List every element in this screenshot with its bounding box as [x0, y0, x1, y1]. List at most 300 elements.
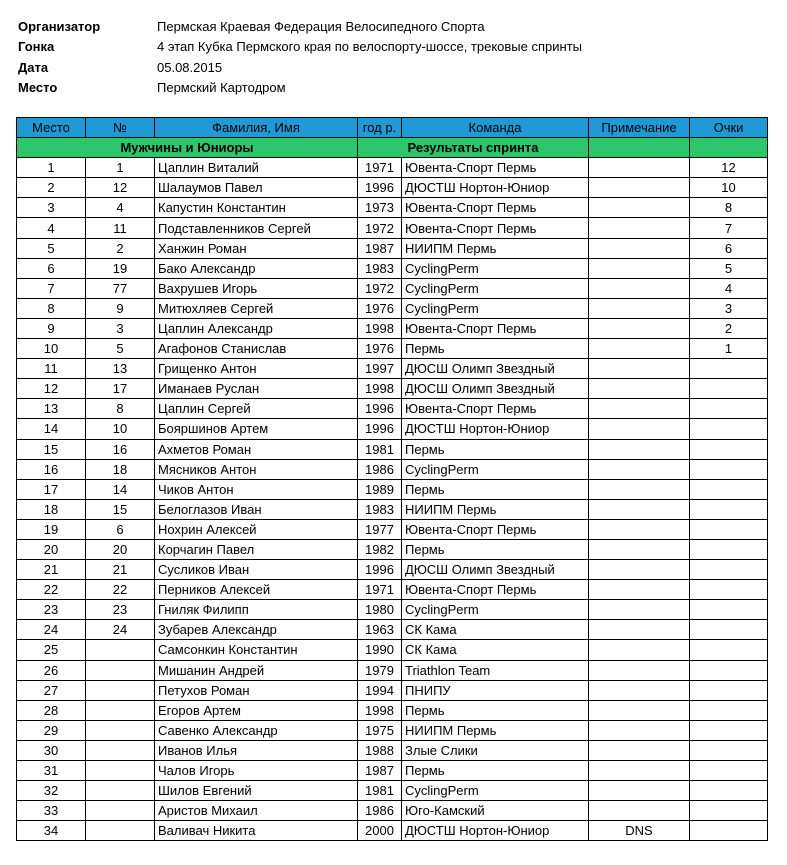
place-cell: 18: [17, 499, 86, 519]
birth-year-cell: 1972: [358, 218, 402, 238]
name-cell: Бояршинов Артем: [155, 419, 358, 439]
note-cell: [589, 700, 690, 720]
place-cell: 29: [17, 720, 86, 740]
note-cell: [589, 459, 690, 479]
note-cell: [589, 419, 690, 439]
race-row: [18, 37, 582, 58]
birth-year-cell: 1983: [358, 258, 402, 278]
note-cell: [589, 218, 690, 238]
name-cell: Иманаев Руслан: [155, 379, 358, 399]
note-cell: [589, 399, 690, 419]
birth-year-cell: 1983: [358, 499, 402, 519]
table-row: [17, 439, 768, 459]
place-cell: 22: [17, 580, 86, 600]
note-cell: [589, 580, 690, 600]
points-cell: [690, 519, 768, 539]
name-cell: Ахметов Роман: [155, 439, 358, 459]
place-cell: 23: [17, 600, 86, 620]
number-cell: 2: [86, 238, 155, 258]
section-results-title: Результаты спринта: [358, 138, 589, 158]
place-cell: 8: [17, 298, 86, 318]
note-cell: [589, 479, 690, 499]
birth-year-cell: 1994: [358, 680, 402, 700]
points-cell: [690, 459, 768, 479]
table-row: [17, 479, 768, 499]
organizer-value: Пермская Краевая Федерация Велосипедного Спорта: [157, 18, 485, 34]
team-cell: CyclingPerm: [402, 459, 589, 479]
name-cell: Аристов Михаил: [155, 801, 358, 821]
table-row: [17, 258, 768, 278]
points-cell: [690, 761, 768, 781]
note-cell: [589, 339, 690, 359]
note-cell: [589, 198, 690, 218]
place-cell: 19: [17, 519, 86, 539]
race-label: Гонка: [18, 39, 55, 55]
number-cell: [86, 821, 155, 841]
name-cell: Подставленников Сергей: [155, 218, 358, 238]
section-empty-cell: [589, 138, 690, 158]
birth-year-cell: 1976: [358, 298, 402, 318]
number-cell: 77: [86, 278, 155, 298]
team-cell: Ювента-Спорт Пермь: [402, 218, 589, 238]
note-cell: [589, 158, 690, 178]
birth-year-cell: 1998: [358, 318, 402, 338]
table-row: [17, 399, 768, 419]
place-cell: 34: [17, 821, 86, 841]
place-cell: 24: [17, 620, 86, 640]
team-cell: Ювента-Спорт Пермь: [402, 519, 589, 539]
number-cell: 1: [86, 158, 155, 178]
team-cell: Пермь: [402, 439, 589, 459]
number-cell: 3: [86, 318, 155, 338]
place-cell: 21: [17, 560, 86, 580]
number-cell: [86, 720, 155, 740]
col-header-number: №: [86, 118, 155, 138]
points-cell: [690, 781, 768, 801]
note-cell: [589, 801, 690, 821]
team-cell: CyclingPerm: [402, 781, 589, 801]
section-row: [17, 138, 768, 158]
number-cell: 23: [86, 600, 155, 620]
points-cell: [690, 539, 768, 559]
points-cell: [690, 499, 768, 519]
note-cell: DNS: [589, 821, 690, 841]
number-cell: 20: [86, 539, 155, 559]
birth-year-cell: 1988: [358, 740, 402, 760]
header-row: [17, 118, 768, 138]
name-cell: Савенко Александр: [155, 720, 358, 740]
place-cell: 5: [17, 238, 86, 258]
birth-year-cell: 1987: [358, 238, 402, 258]
number-cell: 13: [86, 359, 155, 379]
col-header-points: Очки: [690, 118, 768, 138]
points-cell: [690, 479, 768, 499]
name-cell: Зубарев Александр: [155, 620, 358, 640]
birth-year-cell: 1971: [358, 580, 402, 600]
place-cell: 1: [17, 158, 86, 178]
points-cell: [690, 620, 768, 640]
note-cell: [589, 178, 690, 198]
team-cell: Пермь: [402, 539, 589, 559]
birth-year-cell: 1996: [358, 399, 402, 419]
place-cell: 25: [17, 640, 86, 660]
points-cell: [690, 580, 768, 600]
name-cell: Мишанин Андрей: [155, 660, 358, 680]
note-cell: [589, 680, 690, 700]
place-cell: 28: [17, 700, 86, 720]
birth-year-cell: 1987: [358, 761, 402, 781]
name-cell: Иванов Илья: [155, 740, 358, 760]
birth-year-cell: 1990: [358, 640, 402, 660]
number-cell: [86, 660, 155, 680]
note-cell: [589, 660, 690, 680]
points-cell: 4: [690, 278, 768, 298]
birth-year-cell: 1977: [358, 519, 402, 539]
number-cell: 4: [86, 198, 155, 218]
team-cell: ДЮСТШ Нортон-Юниор: [402, 419, 589, 439]
name-cell: Самсонкин Константин: [155, 640, 358, 660]
table-row: [17, 198, 768, 218]
points-cell: [690, 700, 768, 720]
points-cell: [690, 560, 768, 580]
name-cell: Ханжин Роман: [155, 238, 358, 258]
date-label: Дата: [18, 59, 49, 75]
points-cell: 3: [690, 298, 768, 318]
place-cell: 26: [17, 660, 86, 680]
race-value: 4 этап Кубка Пермского края по велоспорту-шоссе, трековые спринты: [157, 39, 582, 55]
number-cell: 6: [86, 519, 155, 539]
birth-year-cell: 1981: [358, 781, 402, 801]
name-cell: Шилов Евгений: [155, 781, 358, 801]
points-cell: [690, 801, 768, 821]
team-cell: CyclingPerm: [402, 600, 589, 620]
points-cell: [690, 640, 768, 660]
points-cell: [690, 439, 768, 459]
number-cell: [86, 700, 155, 720]
section-category: Мужчины и Юниоры: [17, 138, 358, 158]
place-cell: 27: [17, 680, 86, 700]
points-cell: 2: [690, 318, 768, 338]
team-cell: Пермь: [402, 700, 589, 720]
number-cell: 16: [86, 439, 155, 459]
points-cell: 10: [690, 178, 768, 198]
date-value: 05.08.2015: [157, 59, 223, 75]
number-cell: 19: [86, 258, 155, 278]
table-row: [17, 660, 768, 680]
team-cell: Ювента-Спорт Пермь: [402, 318, 589, 338]
note-cell: [589, 439, 690, 459]
table-row: [17, 580, 768, 600]
place-cell: 33: [17, 801, 86, 821]
name-cell: Митюхляев Сергей: [155, 298, 358, 318]
name-cell: Цаплин Александр: [155, 318, 358, 338]
team-cell: Злые Слики: [402, 740, 589, 760]
number-cell: 22: [86, 580, 155, 600]
note-cell: [589, 258, 690, 278]
name-cell: Капустин Константин: [155, 198, 358, 218]
birth-year-cell: 2000: [358, 821, 402, 841]
place-cell: 6: [17, 258, 86, 278]
table-row: [17, 680, 768, 700]
birth-year-cell: 1996: [358, 560, 402, 580]
name-cell: Мясников Антон: [155, 459, 358, 479]
table-row: [17, 821, 768, 841]
col-header-birth-year: год р.: [358, 118, 402, 138]
birth-year-cell: 1997: [358, 359, 402, 379]
team-cell: Ювента-Спорт Пермь: [402, 580, 589, 600]
birth-year-cell: 1972: [358, 278, 402, 298]
number-cell: 24: [86, 620, 155, 640]
team-cell: Юго-Камский: [402, 801, 589, 821]
number-cell: [86, 740, 155, 760]
organizer-label: Организатор: [18, 18, 101, 34]
number-cell: 12: [86, 178, 155, 198]
event-info: [18, 16, 582, 98]
place-cell: 7: [17, 278, 86, 298]
points-cell: 5: [690, 258, 768, 278]
birth-year-cell: 1982: [358, 539, 402, 559]
note-cell: [589, 600, 690, 620]
table-row: [17, 700, 768, 720]
name-cell: Чалов Игорь: [155, 761, 358, 781]
team-cell: Пермь: [402, 339, 589, 359]
team-cell: ДЮСТШ Нортон-Юниор: [402, 178, 589, 198]
points-cell: [690, 660, 768, 680]
birth-year-cell: 1998: [358, 700, 402, 720]
team-cell: НИИПМ Пермь: [402, 720, 589, 740]
note-cell: [589, 359, 690, 379]
col-header-place: Место: [17, 118, 86, 138]
birth-year-cell: 1998: [358, 379, 402, 399]
points-cell: [690, 680, 768, 700]
table-row: [17, 539, 768, 559]
note-cell: [589, 379, 690, 399]
number-cell: 9: [86, 298, 155, 318]
team-cell: ДЮСТШ Нортон-Юниор: [402, 821, 589, 841]
venue-row: [18, 78, 582, 99]
number-cell: 21: [86, 560, 155, 580]
table-row: [17, 720, 768, 740]
place-cell: 30: [17, 740, 86, 760]
note-cell: [589, 740, 690, 760]
table-row: [17, 158, 768, 178]
birth-year-cell: 1996: [358, 178, 402, 198]
team-cell: CyclingPerm: [402, 278, 589, 298]
results-table: [16, 117, 768, 841]
points-cell: [690, 379, 768, 399]
table-row: [17, 238, 768, 258]
table-row: [17, 359, 768, 379]
table-row: [17, 640, 768, 660]
note-cell: [589, 278, 690, 298]
team-cell: Ювента-Спорт Пермь: [402, 198, 589, 218]
number-cell: 11: [86, 218, 155, 238]
table-row: [17, 600, 768, 620]
name-cell: Гниляк Филипп: [155, 600, 358, 620]
team-cell: ПНИПУ: [402, 680, 589, 700]
birth-year-cell: 1963: [358, 620, 402, 640]
place-cell: 20: [17, 539, 86, 559]
number-cell: 8: [86, 399, 155, 419]
team-cell: ДЮСШ Олимп Звездный: [402, 359, 589, 379]
team-cell: НИИПМ Пермь: [402, 238, 589, 258]
note-cell: [589, 519, 690, 539]
table-row: [17, 740, 768, 760]
organizer-row: [18, 16, 582, 37]
name-cell: Белоглазов Иван: [155, 499, 358, 519]
birth-year-cell: 1979: [358, 660, 402, 680]
date-row: [18, 57, 582, 78]
place-cell: 15: [17, 439, 86, 459]
table-row: [17, 801, 768, 821]
note-cell: [589, 238, 690, 258]
name-cell: Цаплин Виталий: [155, 158, 358, 178]
place-cell: 2: [17, 178, 86, 198]
points-cell: [690, 419, 768, 439]
note-cell: [589, 720, 690, 740]
place-cell: 11: [17, 359, 86, 379]
place-cell: 10: [17, 339, 86, 359]
place-cell: 17: [17, 479, 86, 499]
table-row: [17, 278, 768, 298]
place-cell: 13: [17, 399, 86, 419]
number-cell: 5: [86, 339, 155, 359]
table-row: [17, 379, 768, 399]
number-cell: [86, 781, 155, 801]
note-cell: [589, 539, 690, 559]
place-cell: 12: [17, 379, 86, 399]
number-cell: 15: [86, 499, 155, 519]
number-cell: 14: [86, 479, 155, 499]
table-row: [17, 419, 768, 439]
name-cell: Шалаумов Павел: [155, 178, 358, 198]
team-cell: СК Кама: [402, 640, 589, 660]
team-cell: ДЮСШ Олимп Звездный: [402, 560, 589, 580]
note-cell: [589, 620, 690, 640]
team-cell: CyclingPerm: [402, 258, 589, 278]
table-row: [17, 298, 768, 318]
table-row: [17, 218, 768, 238]
number-cell: [86, 761, 155, 781]
name-cell: Вахрушев Игорь: [155, 278, 358, 298]
points-cell: 12: [690, 158, 768, 178]
team-cell: Ювента-Спорт Пермь: [402, 158, 589, 178]
table-row: [17, 620, 768, 640]
points-cell: [690, 821, 768, 841]
number-cell: [86, 801, 155, 821]
note-cell: [589, 499, 690, 519]
name-cell: Цаплин Сергей: [155, 399, 358, 419]
points-cell: 7: [690, 218, 768, 238]
note-cell: [589, 318, 690, 338]
col-header-team: Команда: [402, 118, 589, 138]
name-cell: Сусликов Иван: [155, 560, 358, 580]
birth-year-cell: 1996: [358, 419, 402, 439]
results-body: [17, 158, 768, 841]
table-row: [17, 761, 768, 781]
table-row: [17, 339, 768, 359]
place-cell: 31: [17, 761, 86, 781]
birth-year-cell: 1981: [358, 439, 402, 459]
name-cell: Грищенко Антон: [155, 359, 358, 379]
number-cell: [86, 680, 155, 700]
team-cell: Triathlon Team: [402, 660, 589, 680]
birth-year-cell: 1980: [358, 600, 402, 620]
name-cell: Егоров Артем: [155, 700, 358, 720]
name-cell: Агафонов Станислав: [155, 339, 358, 359]
birth-year-cell: 1989: [358, 479, 402, 499]
points-cell: [690, 359, 768, 379]
name-cell: Нохрин Алексей: [155, 519, 358, 539]
name-cell: Корчагин Павел: [155, 539, 358, 559]
name-cell: Бако Александр: [155, 258, 358, 278]
venue-value: Пермский Картодром: [157, 80, 286, 96]
table-row: [17, 178, 768, 198]
place-cell: 32: [17, 781, 86, 801]
venue-label: Место: [18, 80, 58, 96]
note-cell: [589, 560, 690, 580]
col-header-note: Примечание: [589, 118, 690, 138]
table-row: [17, 781, 768, 801]
name-cell: Валивач Никита: [155, 821, 358, 841]
section-empty-cell: [690, 138, 768, 158]
name-cell: Петухов Роман: [155, 680, 358, 700]
team-cell: НИИПМ Пермь: [402, 499, 589, 519]
number-cell: 17: [86, 379, 155, 399]
points-cell: [690, 399, 768, 419]
name-cell: Чиков Антон: [155, 479, 358, 499]
table-row: [17, 318, 768, 338]
table-row: [17, 499, 768, 519]
team-cell: CyclingPerm: [402, 298, 589, 318]
team-cell: ДЮСШ Олимп Звездный: [402, 379, 589, 399]
number-cell: 18: [86, 459, 155, 479]
points-cell: [690, 740, 768, 760]
birth-year-cell: 1973: [358, 198, 402, 218]
table-row: [17, 519, 768, 539]
points-cell: [690, 600, 768, 620]
number-cell: [86, 640, 155, 660]
birth-year-cell: 1971: [358, 158, 402, 178]
points-cell: 8: [690, 198, 768, 218]
team-cell: Ювента-Спорт Пермь: [402, 399, 589, 419]
birth-year-cell: 1975: [358, 720, 402, 740]
place-cell: 16: [17, 459, 86, 479]
points-cell: [690, 720, 768, 740]
note-cell: [589, 781, 690, 801]
points-cell: 6: [690, 238, 768, 258]
place-cell: 14: [17, 419, 86, 439]
note-cell: [589, 298, 690, 318]
number-cell: 10: [86, 419, 155, 439]
place-cell: 9: [17, 318, 86, 338]
birth-year-cell: 1986: [358, 459, 402, 479]
name-cell: Перников Алексей: [155, 580, 358, 600]
table-row: [17, 459, 768, 479]
points-cell: 1: [690, 339, 768, 359]
table-row: [17, 560, 768, 580]
birth-year-cell: 1986: [358, 801, 402, 821]
place-cell: 3: [17, 198, 86, 218]
col-header-name: Фамилия, Имя: [155, 118, 358, 138]
team-cell: Пермь: [402, 761, 589, 781]
note-cell: [589, 761, 690, 781]
team-cell: СК Кама: [402, 620, 589, 640]
note-cell: [589, 640, 690, 660]
team-cell: Пермь: [402, 479, 589, 499]
place-cell: 4: [17, 218, 86, 238]
birth-year-cell: 1976: [358, 339, 402, 359]
